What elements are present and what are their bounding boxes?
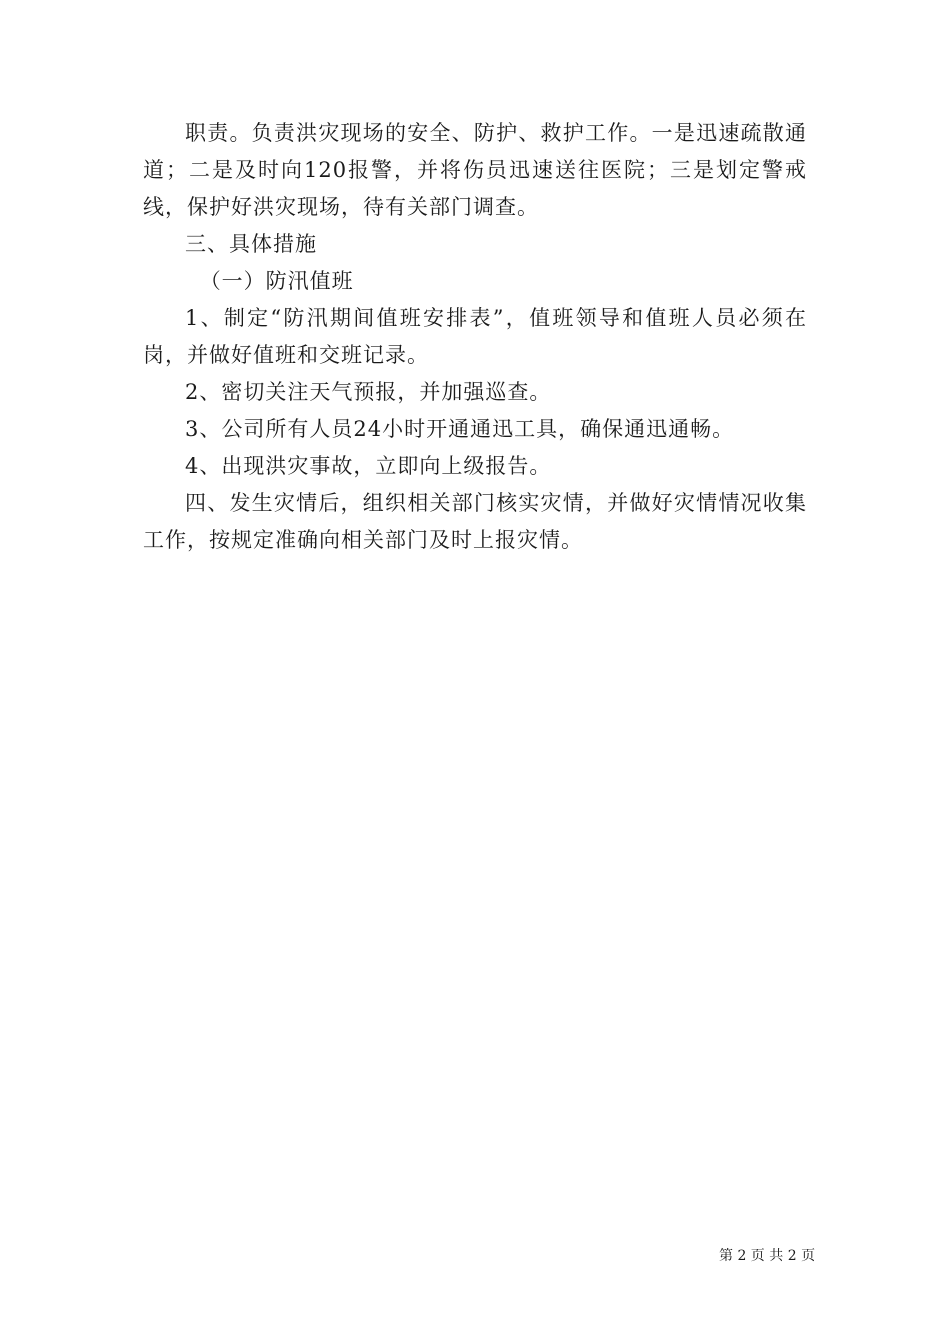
section-heading-measures: 三、具体措施 — [185, 232, 317, 256]
list-item-communication: 3、公司所有人员24小时开通通迅工具，确保通迅通畅。 — [185, 417, 735, 441]
paragraph-after-disaster: 四、发生灾情后，组织相关部门核实灾情，并做好灾情情况收集工作，按规定准确向相关部门及时上报灾情。 — [143, 491, 807, 552]
paragraph-duties: 职责。负责洪灾现场的安全、防护、救护工作。一是迅速疏散通道；二是及时向120报警，并将伤员迅速送往医院；三是划定警戒线，保护好洪灾现场，待有关部门调查。 — [143, 121, 807, 219]
list-item-report: 4、出现洪灾事故，立即向上级报告。 — [185, 454, 552, 478]
list-item-weather: 2、密切关注天气预报，并加强巡查。 — [185, 380, 552, 404]
subsection-heading-duty: （一）防汛值班 — [199, 269, 354, 293]
list-item-schedule: 1、制定“防汛期间值班安排表”，值班领导和值班人员必须在岗，并做好值班和交班记录。 — [143, 306, 807, 367]
document-body — [143, 115, 807, 559]
page-number-footer: 第 2 页 共 2 页 — [719, 1248, 816, 1264]
